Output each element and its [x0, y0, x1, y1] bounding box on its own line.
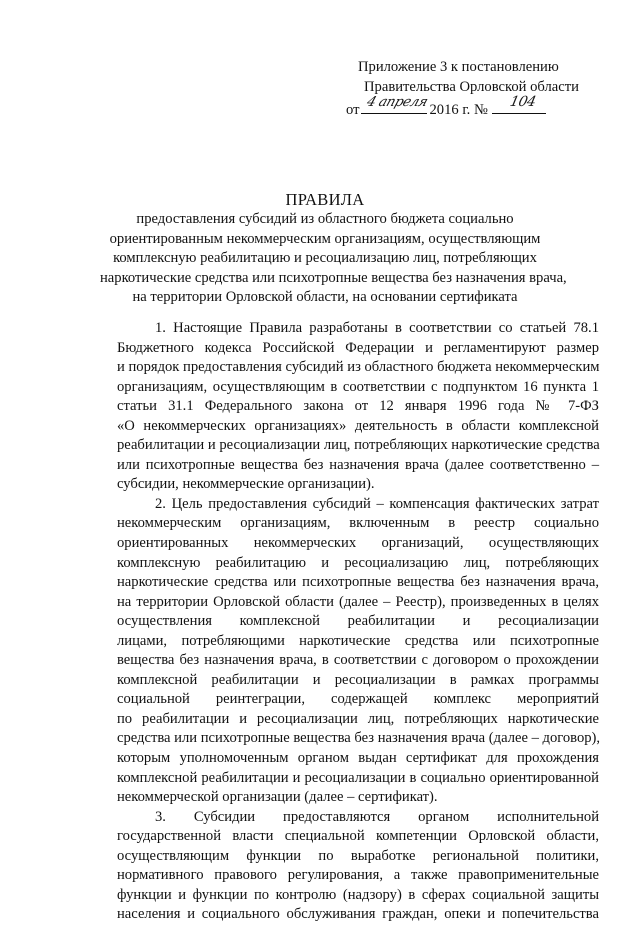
appendix-header: [346, 58, 616, 121]
text-line: некоммерческим организациям, включенным в реестр социально: [117, 515, 599, 532]
text-line: комплексной реабилитации и ресоциализации в социально ориентированной: [117, 769, 599, 786]
text-line: «О некоммерческих организациях» деятельность в области комплексной: [117, 417, 599, 434]
text-line: средства или психотропные вещества без назначения врача (далее – договор),: [117, 730, 601, 747]
text-line: комплексную реабилитацию и ресоциализацию лиц, потребляющих: [117, 554, 599, 571]
paragraph-2: [117, 495, 599, 808]
text-line: ориентированных некоммерческих организаций, осуществляющих: [117, 535, 599, 552]
text-line: Бюджетного кодекса Российской Федерации и регламентируют размер: [117, 339, 599, 356]
text-line: осуществления комплексной реабилитации и ресоциализации: [117, 613, 599, 630]
text-line: некоммерческой организации (далее – сертификат).: [117, 789, 438, 806]
subtitle-line: на территории Орловской области, на основании сертификата: [132, 289, 518, 305]
subtitle-line: ориентированным некоммерческим организациям, осуществляющим: [109, 230, 541, 247]
text-line: социальной реинтеграции, содержащей комплекс мероприятий: [117, 691, 599, 708]
text-line: наркотические средства или психотропные вещества без назначения врача,: [117, 574, 599, 591]
paragraph-1: [117, 319, 599, 495]
handwritten-date: 4 апреля: [361, 97, 427, 114]
subtitle-line: предоставления субсидий из областного бюджета социально: [136, 211, 514, 227]
text-line: по реабилитации и ресоциализации лиц, потребляющих наркотические: [117, 710, 599, 727]
text-line: функции и функции по контролю (надзору) в сферах социальной защиты: [117, 886, 599, 903]
text-line: которым уполномоченным органом выдан сертификат для прохождения: [117, 750, 599, 767]
text-line: и порядок предоставления субсидий из областного бюджета некоммерческим: [117, 359, 600, 376]
subtitle-line: комплексную реабилитацию и ресоциализацию лиц, потребляющих: [113, 250, 537, 266]
text-line: реабилитации и ресоциализации лиц, потребляющих наркотические средства: [117, 437, 600, 454]
text-line: на территории Орловской области (далее – Реестр), произведенных в целях: [117, 593, 599, 610]
appendix-date-line: [346, 93, 616, 121]
text-line: 2. Цель предоставления субсидий – компенсация фактических затрат: [155, 495, 599, 512]
subtitle-line: наркотические средства или психотропные вещества без назначения врача,: [100, 269, 567, 286]
text-line: осуществляющим функции по выработке региональной политики,: [117, 847, 599, 864]
text-line: вещества без назначения врача, в соответствии с договором о прохождении: [117, 652, 599, 669]
handwritten-number: 104: [492, 97, 546, 114]
year-text: 2016 г. №: [429, 102, 488, 118]
text-line: государственной власти специальной компетенции Орловской области,: [117, 828, 599, 845]
document-subtitle: [100, 210, 567, 308]
document-body: [117, 319, 599, 925]
text-line: нормативного правового регулирования, а также правоприменительные: [117, 867, 599, 884]
text-line: лицами, потребляющими наркотические средства или психотропные: [117, 632, 599, 649]
text-line: комплексной реабилитации и ресоциализации в рамках программы: [117, 671, 599, 688]
text-line: 1. Настоящие Правила разработаны в соответствии со статьей 78.1: [155, 320, 599, 336]
appendix-line-1: Приложение 3 к постановлению: [358, 59, 559, 75]
text-line: субсидии, некоммерческие организации).: [117, 476, 375, 493]
text-line: населения и социального обслуживания граждан, опеки и попечительства: [117, 906, 599, 923]
text-line: или психотропные вещества без назначения врача (далее соответственно –: [117, 456, 599, 473]
date-prefix: от: [346, 102, 360, 118]
text-line: 3. Субсидии предоставляются органом исполнительной: [155, 808, 599, 825]
appendix-line-2: Правительства Орловской области: [364, 78, 579, 95]
text-line: организациям, осуществляющим в соответствии с подпунктом 16 пункта 1: [117, 378, 599, 395]
document-title: ПРАВИЛА: [285, 190, 365, 209]
paragraph-3: [117, 808, 599, 925]
text-line: статьи 31.1 Федерального закона от 12 января 1996 года № 7-ФЗ: [117, 398, 599, 415]
